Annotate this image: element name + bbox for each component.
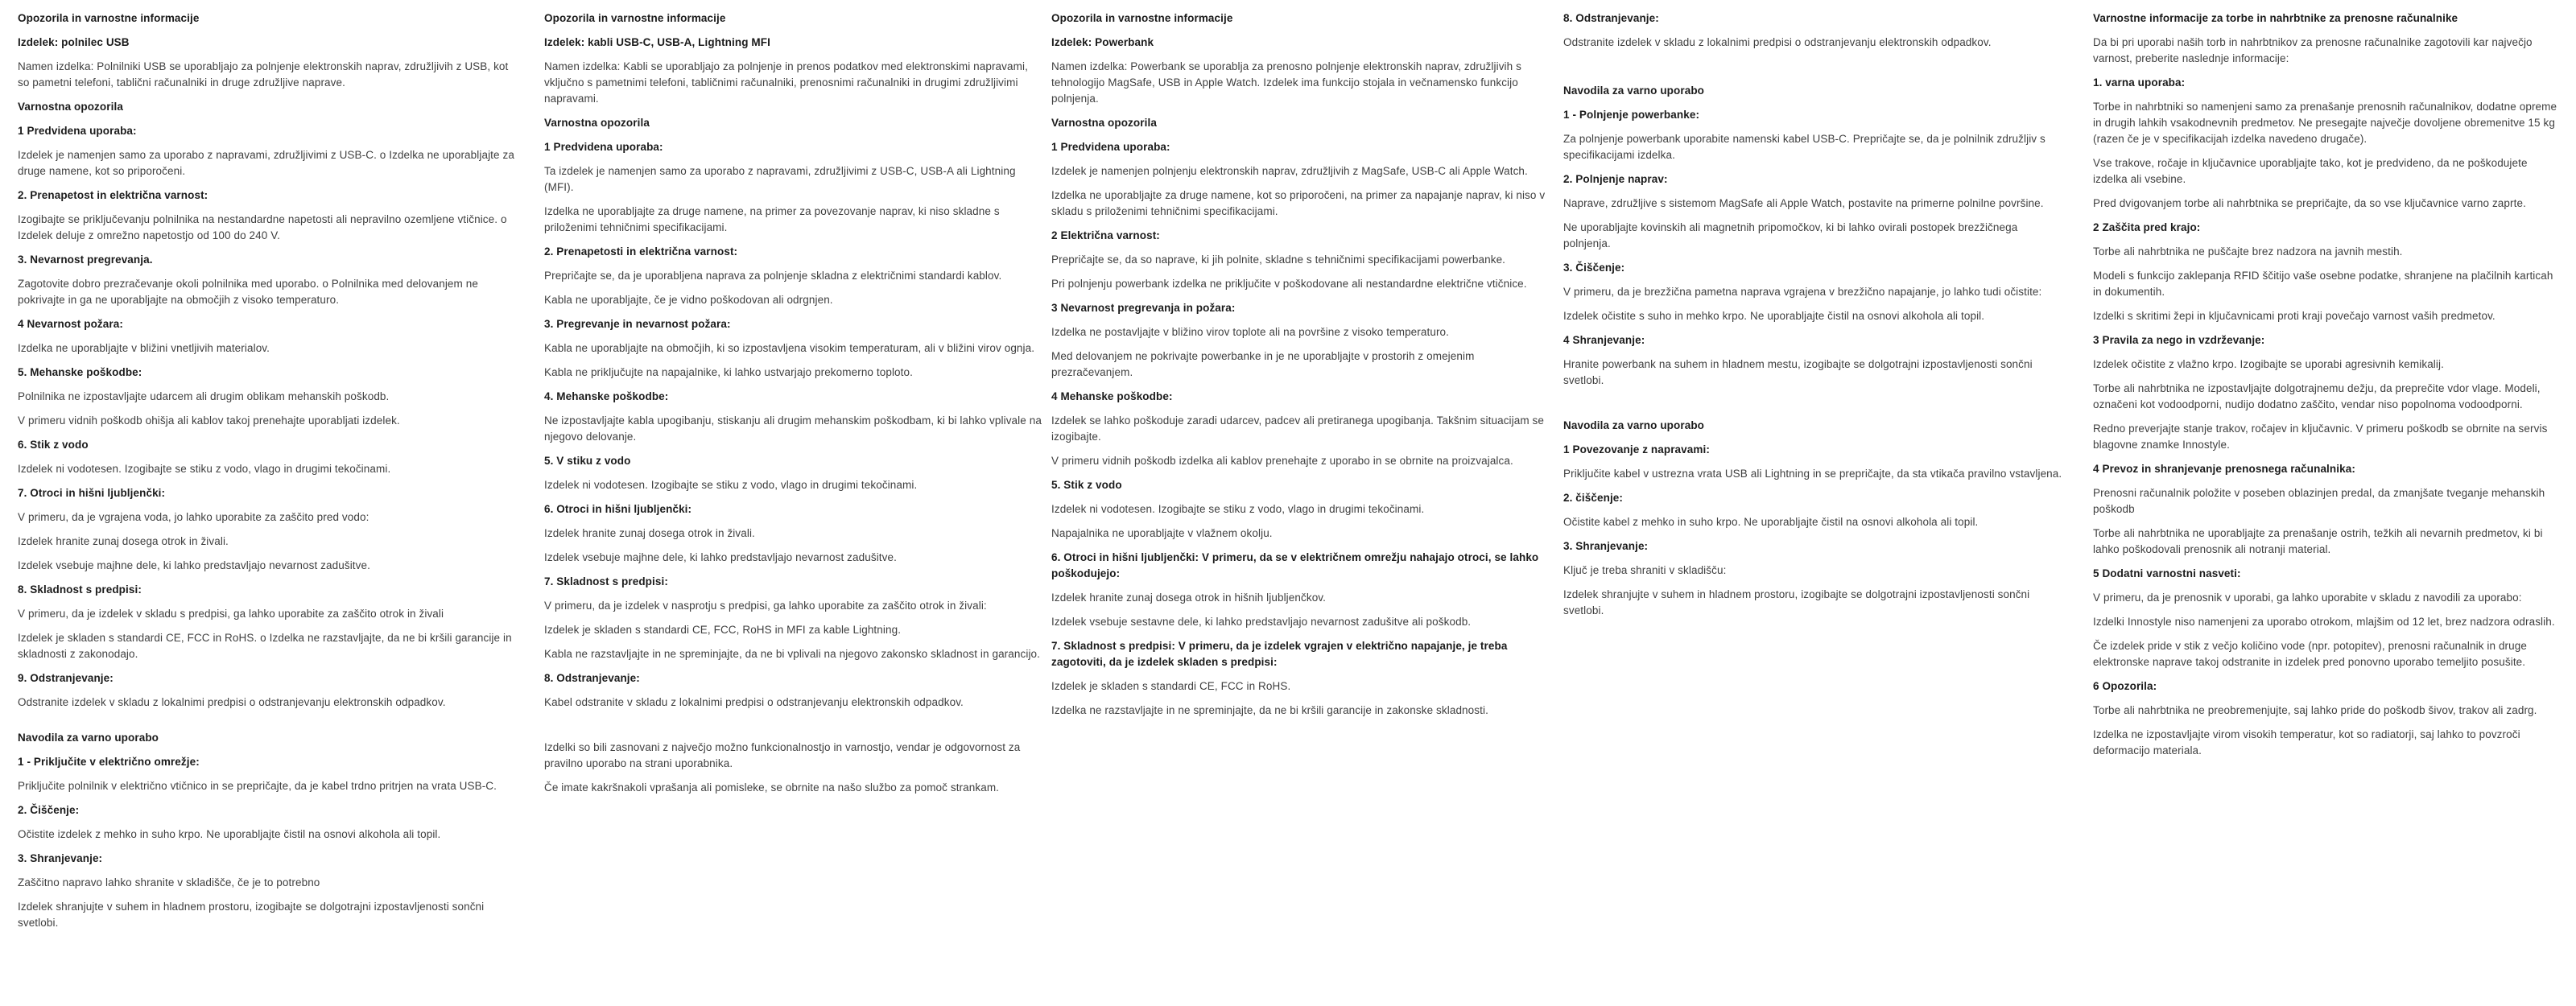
- section-heading: 5. Mehanske poškodbe:: [18, 366, 142, 378]
- paragraph: Vse trakove, ročaje in ključavnice uporabljajte tako, kot je predvideno, da ne poškodujete izdelka ali vsebine.: [2093, 157, 2528, 185]
- paragraph: Torbe in nahrbtniki so namenjeni samo za prenašanje prenosnih računalnikov, dodatne opreme in drugih lahkih vsakodnevnih predmetov. Ne presegajte največje dovoljene obremenitve 15 kg (razen če je v specifikacijah izdelka navedeno drugače).: [2093, 101, 2557, 145]
- section-heading: 7. Skladnost s predpisi:: [544, 575, 668, 588]
- section-heading: Izdelek: Powerbank: [1051, 36, 1154, 48]
- section-title: Varnostna opozorila: [18, 101, 123, 113]
- paragraph: Prepričajte se, da je uporabljena naprava za polnjenje skladna z električnimi standardi kablov.: [544, 270, 1002, 282]
- paragraph: Izdelek vsebuje majhne dele, ki lahko predstavljajo nevarnost zadušitve.: [18, 559, 370, 571]
- paragraph: Hranite powerbank na suhem in hladnem mestu, izogibajte se dolgotrajni izpostavljenosti sončni svetlobi.: [1563, 358, 2033, 386]
- paragraph: Zagotovite dobro prezračevanje okoli polnilnika med uporabo. o Polnilnika med delovanjem ne pokrivajte in ga ne uporabljajte na območjih z visoko temperaturo.: [18, 278, 478, 306]
- paragraph: Ključ je treba shraniti v skladišču:: [1563, 564, 1727, 576]
- section-heading: 5. Stik z vodo: [1051, 479, 1122, 491]
- paragraph: Kabel odstranite v skladu z lokalnimi predpisi o odstranjevanju elektronskih odpadkov.: [544, 696, 964, 708]
- paragraph: Polnilnika ne izpostavljajte udarcem ali drugim oblikam mehanskih poškodb.: [18, 390, 390, 402]
- section-heading: 2. Prenapetost in električna varnost:: [18, 189, 208, 201]
- paragraph: Izdelek hranite zunaj dosega otrok in živali.: [18, 535, 229, 547]
- spacer: [18, 719, 520, 730]
- section-title: Varnostne informacije za torbe in nahrbtnike za prenosne računalnike: [2093, 12, 2458, 24]
- paragraph: Redno preverjajte stanje trakov, ročajev in ključavnic. V primeru poškodb se obrnite na servis blagovne znamke Innostyle.: [2093, 423, 2548, 451]
- section-title: Varnostna opozorila: [1051, 117, 1157, 129]
- paragraph: Izdelka ne postavljajte v bližino virov toplote ali na površine z visoko temperaturo.: [1051, 326, 1449, 338]
- paragraph: Izdelka ne uporabljajte za druge namene, kot so priporočeni, na primer za napajanje naprav, ki niso v skladu s priloženimi tehničnimi specifikacijami.: [1051, 189, 1546, 217]
- paragraph: Torbe ali nahrbtnika ne izpostavljajte dolgotrajnemu dežju, da preprečite vdor vlage. Modeli, označeni kot vodoodporni, nudijo dodatno zaščito, vendar niso popolnoma vodoodporni.: [2093, 382, 2541, 410]
- paragraph: Ne uporabljajte kovinskih ali magnetnih pripomočkov, ki bi lahko ovirali postopek brezžičnega polnjenja.: [1563, 221, 2018, 249]
- section-heading: 3. Pregrevanje in nevarnost požara:: [544, 318, 731, 330]
- column-cables-warnings: [544, 10, 1046, 804]
- section-heading: 4 Shranjevanje:: [1563, 334, 1645, 346]
- paragraph: Kabla ne priključujte na napajalnike, ki lahko ustvarjajo prekomerno toploto.: [544, 366, 913, 378]
- section-heading: 6 Opozorila:: [2093, 680, 2157, 692]
- paragraph: V primeru, da je prenosnik v uporabi, ga lahko uporabite v skladu z navodili za uporabo:: [2093, 592, 2522, 604]
- section-heading: 1. varna uporaba:: [2093, 76, 2186, 89]
- section-heading: 3 Nevarnost pregrevanja in požara:: [1051, 302, 1236, 314]
- section-heading: 7. Otroci in hišni ljubljenčki:: [18, 487, 166, 499]
- paragraph: Namen izdelka: Powerbank se uporablja za prenosno polnjenje elektronskih naprav, združljivih s tehnologijo MagSafe, USB in Apple Watch. Izdelek ima funkcijo stojala in večnamensko funkcijo polnjenja.: [1051, 60, 1521, 105]
- section-title: Opozorila in varnostne informacije: [544, 12, 726, 24]
- paragraph: Izdelek shranjujte v suhem in hladnem prostoru, izogibajte se dolgotrajni izpostavljenosti sončni svetlobi.: [1563, 588, 2030, 616]
- section-heading: 4. Mehanske poškodbe:: [544, 390, 669, 402]
- paragraph: Pri polnjenju powerbank izdelka ne priključite v poškodovane ali nestandardne električne vtičnice.: [1051, 278, 1527, 290]
- section-title: Navodila za varno uporabo: [1563, 419, 1705, 431]
- section-heading: 2. Čiščenje:: [18, 804, 80, 816]
- paragraph: Odstranite izdelek v skladu z lokalnimi predpisi o odstranjevanju elektronskih odpadkov.: [18, 696, 446, 708]
- paragraph: V primeru, da je izdelek v nasprotju s predpisi, ga lahko uporabite za zaščito otrok in živali:: [544, 600, 987, 612]
- section-heading: 1 - Polnjenje powerbanke:: [1563, 109, 1700, 121]
- section-heading: 1 - Priključite v električno omrežje:: [18, 756, 200, 768]
- section-heading: 4 Mehanske poškodbe:: [1051, 390, 1173, 402]
- paragraph: Izdelek je skladen s standardi CE, FCC, RoHS in MFI za kable Lightning.: [544, 624, 902, 636]
- section-heading: 5 Dodatni varnostni nasveti:: [2093, 567, 2241, 579]
- spacer: [1563, 397, 2066, 418]
- section-heading: 8. Odstranjevanje:: [544, 672, 640, 684]
- paragraph: Očistite kabel z mehko in suho krpo. Ne uporabljajte čistil na osnovi alkohola ali topil.: [1563, 516, 1979, 528]
- paragraph: Odstranite izdelek v skladu z lokalnimi predpisi o odstranjevanju elektronskih odpadkov.: [1563, 36, 1992, 48]
- paragraph: Izdelek je namenjen samo za uporabo z napravami, združljivimi z USB-C. o Izdelka ne uporabljajte za druge namene, kot so priporočeni.: [18, 149, 514, 177]
- paragraph: Pred dvigovanjem torbe ali nahrbtnika se prepričajte, da so vse ključavnice varno zaprte.: [2093, 197, 2526, 209]
- paragraph: Torbe ali nahrbtnika ne puščajte brez nadzora na javnih mestih.: [2093, 245, 2403, 258]
- paragraph: Če izdelek pride v stik z večjo količino vode (npr. potopitev), prenosni računalnik in druge elektronske naprave takoj odstranite in izdelek pred ponovno uporabo temeljito posušite.: [2093, 640, 2527, 668]
- section-heading: 6. Otroci in hišni ljubljenčki:: [544, 503, 692, 515]
- section-heading: 6. Otroci in hišni ljubljenčki: V primeru, da se v električnem omrežju nahajajo otroci, se lahko poškodujejo:: [1051, 551, 1539, 579]
- section-heading: 4 Prevoz in shranjevanje prenosnega računalnika:: [2093, 463, 2355, 475]
- section-heading: 7. Skladnost s predpisi: V primeru, da je izdelek vgrajen v električno napajanje, je treba zagotoviti, da je izdelek skladen s predpisi:: [1051, 640, 1508, 668]
- paragraph: Kabla ne razstavljajte in ne spreminjajte, da ne bi vplivali na njegovo zakonsko skladnost in garancijo.: [544, 648, 1041, 660]
- paragraph: Izdelek očistite s suho in mehko krpo. Ne uporabljajte čistil na osnovi alkohola ali topil.: [1563, 310, 1985, 322]
- column-powerbank-usage: [1563, 10, 2066, 627]
- paragraph: Izdelek vsebuje sestavne dele, ki lahko predstavljajo nevarnost zadušitve ali poškodb.: [1051, 616, 1472, 628]
- paragraph: V primeru, da je izdelek v skladu s predpisi, ga lahko uporabite za zaščito otrok in živali: [18, 608, 444, 620]
- section-heading: 4 Nevarnost požara:: [18, 318, 123, 330]
- paragraph: Priključite polnilnik v električno vtičnico in se prepričajte, da je kabel trdno pritrjen na vrata USB-C.: [18, 780, 497, 792]
- paragraph: Kabla ne uporabljajte na območjih, ki so izpostavljena visokim temperaturam, ali v bližini virov ognja.: [544, 342, 1035, 354]
- paragraph: Očistite izdelek z mehko in suho krpo. Ne uporabljajte čistil na osnovi alkohola ali topil.: [18, 828, 441, 840]
- paragraph: Izdelek ni vodotesen. Izogibajte se stiku z vodo, vlago in drugimi tekočinami.: [544, 479, 918, 491]
- paragraph: Izdelek je namenjen polnjenju elektronskih naprav, združljivih z MagSafe, USB-C ali Apple Watch.: [1051, 165, 1528, 177]
- paragraph: Izdelki so bili zasnovani z največjo možno funkcionalnostjo in varnostjo, vendar je odgovornost za pravilno uporabo na strani uporabnika.: [544, 741, 1021, 769]
- section-heading: 2. Prenapetosti in električna varnost:: [544, 245, 738, 258]
- paragraph: Izdelek ni vodotesen. Izogibajte se stiku z vodo, vlago in drugimi tekočinami.: [1051, 503, 1425, 515]
- column-usb-charger-warnings: [18, 10, 520, 939]
- paragraph: Izdelka ne razstavljajte in ne spreminjajte, da ne bi kršili garancije in zakonske skladnosti.: [1051, 704, 1488, 716]
- paragraph: Torbe ali nahrbtnika ne preobremenjujte, saj lahko pride do poškodb šivov, trakov ali zadrg.: [2093, 704, 2537, 716]
- section-heading: Izdelek: polnilec USB: [18, 36, 130, 48]
- paragraph: Modeli s funkcijo zaklepanja RFID ščitijo vaše osebne podatke, shranjene na plačilnih karticah in dokumentih.: [2093, 270, 2553, 298]
- paragraph: Izdelek hranite zunaj dosega otrok in hišnih ljubljenčkov.: [1051, 592, 1326, 604]
- paragraph: Napajalnika ne uporabljajte v vlažnem okolju.: [1051, 527, 1273, 539]
- paragraph: Izdelki Innostyle niso namenjeni za uporabo otrokom, mlajšim od 12 let, brez nadzora odraslih.: [2093, 616, 2555, 628]
- paragraph: Izdelek je skladen s standardi CE, FCC in RoHS. o Izdelka ne razstavljajte, da ne bi kršili garancije in skladnosti z zakonodajo.: [18, 632, 512, 660]
- section-title: Varnostna opozorila: [544, 117, 650, 129]
- paragraph: Izdelek očistite z vlažno krpo. Izogibajte se uporabi agresivnih kemikalij.: [2093, 358, 2444, 370]
- section-heading: 2. čiščenje:: [1563, 492, 1623, 504]
- section-heading: 3. Shranjevanje:: [18, 852, 103, 864]
- paragraph: Izdelek ni vodotesen. Izogibajte se stiku z vodo, vlago in drugimi tekočinami.: [18, 463, 391, 475]
- section-heading: 9. Odstranjevanje:: [18, 672, 114, 684]
- paragraph: Izogibajte se priključevanju polnilnika na nestandardne napetosti ali nepravilno ozemljene vtičnice. o Izdelek deluje z omrežno napetostjo od 100 do 240 V.: [18, 213, 507, 241]
- paragraph: Zaščitno napravo lahko shranite v skladišče, če je to potrebno: [18, 876, 320, 888]
- section-heading: 8. Odstranjevanje:: [1563, 12, 1659, 24]
- section-heading: 3. Čiščenje:: [1563, 262, 1625, 274]
- section-heading: 1 Predvidena uporaba:: [1051, 141, 1170, 153]
- section-heading: 1 Predvidena uporaba:: [544, 141, 663, 153]
- paragraph: Med delovanjem ne pokrivajte powerbanke in je ne uporabljajte v prostorih z omejenim prezračevanjem.: [1051, 350, 1475, 378]
- paragraph: V primeru vidnih poškodb ohišja ali kablov takoj prenehajte uporabljati izdelek.: [18, 414, 400, 427]
- paragraph: Izdelek shranjujte v suhem in hladnem prostoru, izogibajte se dolgotrajni izpostavljenosti sončni svetlobi.: [18, 901, 485, 929]
- section-heading: Izdelek: kabli USB-C, USB-A, Lightning MFI: [544, 36, 770, 48]
- section-heading: 2 Električna varnost:: [1051, 229, 1160, 241]
- section-heading: 3. Shranjevanje:: [1563, 540, 1649, 552]
- paragraph: Priključite kabel v ustrezna vrata USB ali Lightning in se prepričajte, da sta vtikača pravilno vstavljena.: [1563, 468, 2062, 480]
- paragraph: V primeru vidnih poškodb izdelka ali kablov prenehajte z uporabo in se obrnite na proizvajalca.: [1051, 455, 1513, 467]
- paragraph: V primeru, da je brezžična pametna naprava vgrajena v brezžično napajanje, jo lahko tudi očistite:: [1563, 286, 2042, 298]
- paragraph: Izdelka ne izpostavljajte virom visokih temperatur, kot so radiatorji, saj lahko to povzroči deformacijo materiala.: [2093, 728, 2520, 757]
- paragraph: Prenosni računalnik položite v poseben oblazinjen predal, da zmanjšate tveganje mehanskih poškodb: [2093, 487, 2545, 515]
- column-powerbank-warnings: [1051, 10, 1554, 727]
- column-laptop-bags-safety: [2093, 10, 2562, 767]
- paragraph: Izdelka ne uporabljajte za druge namene, na primer za povezovanje naprav, ki niso skladne s priloženimi tehničnimi specifikacijami.: [544, 205, 1000, 233]
- section-heading: 8. Skladnost s predpisi:: [18, 583, 142, 596]
- paragraph: Namen izdelka: Kabli se uporabljajo za polnjenje in prenos podatkov med elektronskimi napravami, vključno s pametnimi telefoni, tabličnimi računalniki, prenosnimi računalniki in drugimi združljivimi napravami.: [544, 60, 1028, 105]
- paragraph: Da bi pri uporabi naših torb in nahrbtnikov za prenosne računalnike zagotovili kar največjo varnost, preberite naslednje informacije:: [2093, 36, 2533, 64]
- paragraph: Za polnjenje powerbank uporabite namenski kabel USB-C. Prepričajte se, da je polnilnik združljiv s specifikacijami izdelka.: [1563, 133, 2046, 161]
- paragraph: Izdelek vsebuje majhne dele, ki lahko predstavljajo nevarnost zadušitve.: [544, 551, 897, 563]
- section-title: Opozorila in varnostne informacije: [1051, 12, 1233, 24]
- paragraph: Torbe ali nahrbtnika ne uporabljajte za prenašanje ostrih, težkih ali nevarnih predmetov, ki bi lahko poškodovali prenosnik ali notranji material.: [2093, 527, 2543, 555]
- paragraph: Izdelki s skritimi žepi in ključavnicami proti kraji povečajo varnost vaših predmetov.: [2093, 310, 2496, 322]
- section-heading: 1 Predvidena uporaba:: [18, 125, 137, 137]
- paragraph: Če imate kakršnakoli vprašanja ali pomisleke, se obrnite na našo službo za pomoč strankam.: [544, 781, 1000, 794]
- paragraph: V primeru, da je vgrajena voda, jo lahko uporabite za zaščito pred vodo:: [18, 511, 369, 523]
- paragraph: Prepričajte se, da so naprave, ki jih polnite, skladne s tehničnimi specifikacijami powerbanke.: [1051, 254, 1506, 266]
- section-heading: 5. V stiku z vodo: [544, 455, 631, 467]
- section-title: Opozorila in varnostne informacije: [18, 12, 200, 24]
- section-heading: 2. Polnjenje naprav:: [1563, 173, 1668, 185]
- paragraph: Izdelek je skladen s standardi CE, FCC in RoHS.: [1051, 680, 1291, 692]
- paragraph: Izdelek hranite zunaj dosega otrok in živali.: [544, 527, 755, 539]
- paragraph: Naprave, združljive s sistemom MagSafe ali Apple Watch, postavite na primerne polnilne površine.: [1563, 197, 2044, 209]
- section-heading: 3 Pravila za nego in vzdrževanje:: [2093, 334, 2265, 346]
- section-heading: 1 Povezovanje z napravami:: [1563, 443, 1710, 456]
- paragraph: Izdelka ne uporabljajte v bližini vnetljivih materialov.: [18, 342, 270, 354]
- section-heading: 2 Zaščita pred krajo:: [2093, 221, 2201, 233]
- section-title: Navodila za varno uporabo: [18, 732, 159, 744]
- spacer: [544, 719, 1046, 740]
- paragraph: Ta izdelek je namenjen samo za uporabo z napravami, združljivimi z USB-C, USB-A ali Lightning (MFI).: [544, 165, 1016, 193]
- paragraph: Ne izpostavljajte kabla upogibanju, stiskanju ali drugim mehanskim poškodbam, ki bi lahko vplivale na njegovo delovanje.: [544, 414, 1042, 443]
- section-heading: 6. Stik z vodo: [18, 439, 89, 451]
- paragraph: Namen izdelka: Polnilniki USB se uporabljajo za polnjenje elektronskih naprav, združljivih z USB, kot so pametni telefoni, tablični računalniki in druge združljive naprave.: [18, 60, 509, 89]
- section-heading: 3. Nevarnost pregrevanja.: [18, 254, 153, 266]
- paragraph: Izdelek se lahko poškoduje zaradi udarcev, padcev ali pretiranega upogibanja. Takšnim situacijam se izogibajte.: [1051, 414, 1545, 443]
- spacer: [1563, 59, 2066, 83]
- section-title: Navodila za varno uporabo: [1563, 85, 1705, 97]
- paragraph: Kabla ne uporabljajte, če je vidno poškodovan ali odrgnjen.: [544, 294, 833, 306]
